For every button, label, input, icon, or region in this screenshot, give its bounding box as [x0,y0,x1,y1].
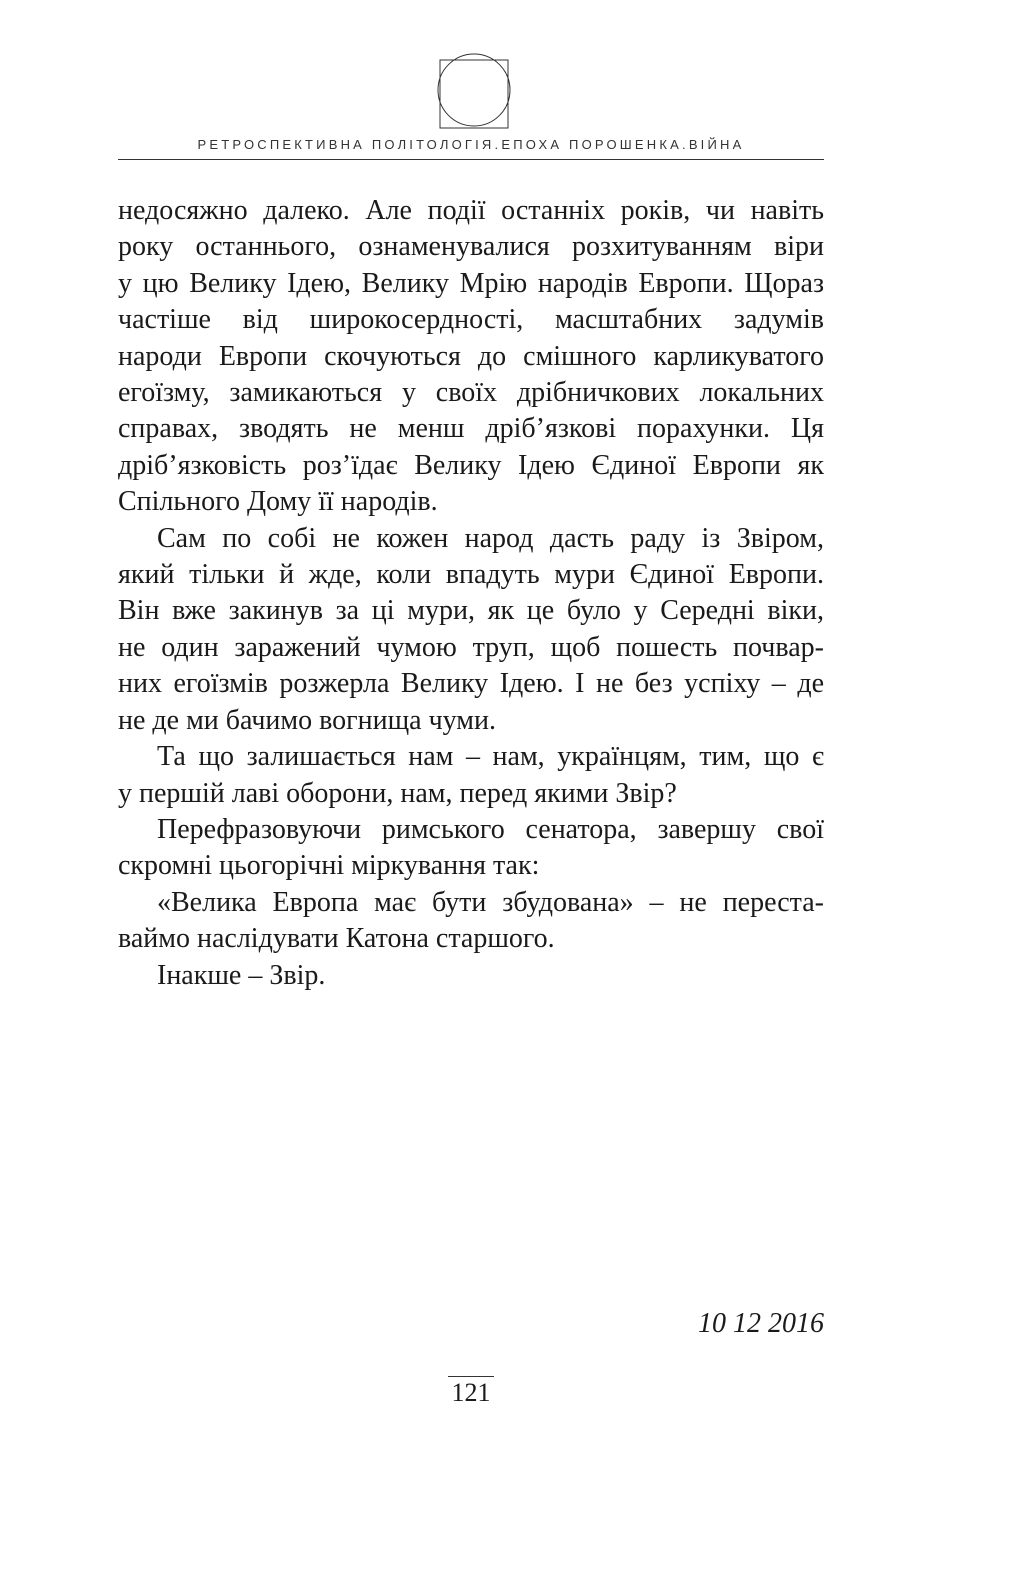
text-line: скромні цьогорічні міркування так: [118,850,540,882]
text-line: них егоїзмів розжерла Велику Ідею. І не без успіху – де [118,668,824,700]
running-header: РЕТРОСПЕКТИВНА ПОЛІТОЛОГІЯ.ЕПОХА ПОРОШЕНКА.ВІЙНА [197,137,745,152]
text-line: народи Европи скочуються до смішного карликуватого [118,340,824,372]
text-line: не де ми бачимо вогнища чуми. [118,704,497,736]
date: 10 12 2016 [698,1308,824,1339]
text-line: Та що залишається нам – нам, українцям, тим, що є [157,741,824,773]
paragraph [118,958,824,994]
header-rule [118,159,824,160]
text-line: не один заражений чумою труп, щоб пошесть почвар- [118,631,824,663]
page-number: 121 [448,1376,494,1408]
text-line: Він вже закинув за ці мури, як це було у Середні віки, [118,595,824,627]
text-line: недосяжно далеко. Але події останніх років, чи навіть [118,195,824,226]
paragraph [118,521,824,739]
text-line: дріб’язковість роз’їдає Велику Ідею Єдиної Европи як [118,449,824,481]
paragraph [118,193,824,521]
text-line: Перефразовуючи римського сенатора, завершу свої [157,813,824,845]
text-line: Спільного Дому її народів. [118,486,438,518]
text-line: у цю Велику Ідею, Велику Мрію народів Европи. Щораз [118,267,824,299]
paragraph [118,739,824,812]
body-text [118,193,824,994]
text-line: Інакше – Звір. [157,959,326,991]
text-line: який тільки й жде, коли впадуть мури Єдиної Европи. [118,559,824,591]
paragraph [118,812,824,885]
text-line: ваймо наслідувати Катона старшого. [118,923,555,955]
text-line: Сам по собі не кожен народ дасть раду із Звіром, [157,522,824,554]
circle-square-logo-icon [437,50,511,130]
text-line: частіше від широкосердності, масштабних задумів [118,304,824,336]
text-line: «Велика Европа має бути збудована» – не переста- [157,886,824,918]
text-line: справах, зводять не менш дріб’язкові порахунки. Ця [118,413,824,445]
paragraph [118,885,824,958]
text-line: року останнього, ознаменувалися розхитуванням віри [118,231,824,263]
text-line: у першій лаві оборони, нам, перед якими Звір? [118,777,677,809]
text-line: егоїзму, замикаються у своїх дрібничкових локальних [118,377,824,409]
